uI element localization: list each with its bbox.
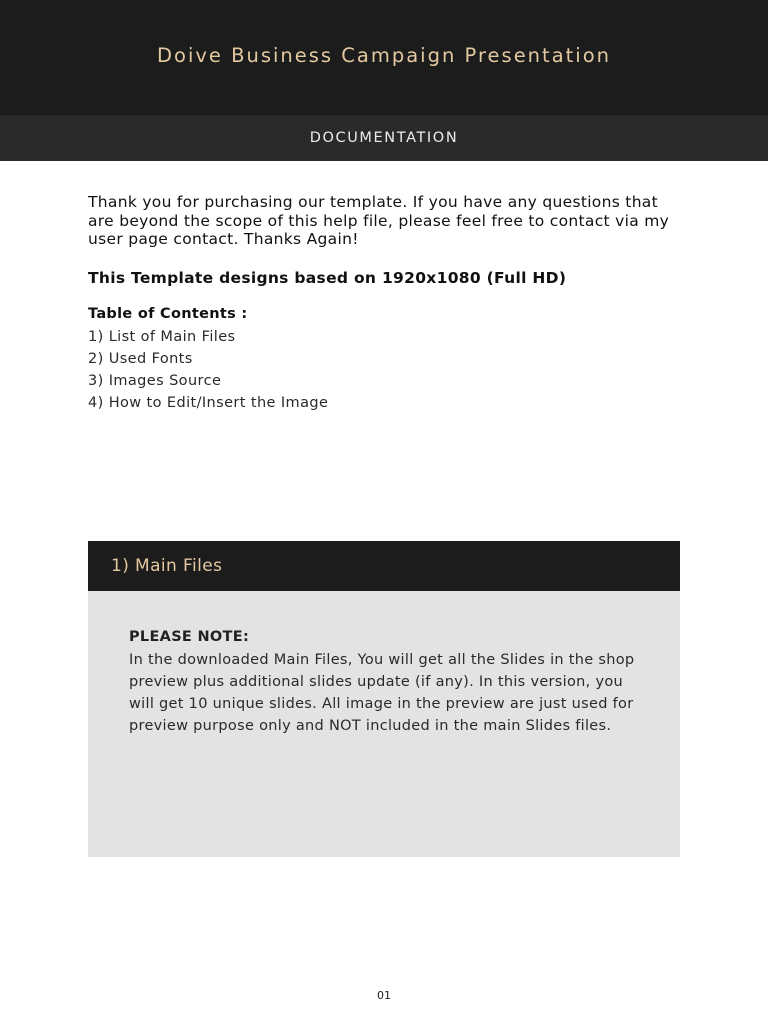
documentation-label: DOCUMENTATION [309,130,459,146]
document-header [0,0,768,115]
toc-item-edit-image: 4) How to Edit/Insert the Image [88,395,329,411]
note-label: PLEASE NOTE: [129,629,250,645]
document-title: Doive Business Campaign Presentation [157,44,611,67]
toc-list [88,326,688,414]
note-text: In the downloaded Main Files, You will get all the Slides in the shop preview plus additional slides update (if any). In this version, you will get 10 unique slides. All image in the preview are just used for preview purpose only and NOT included in the main Slides files. [129,652,635,734]
toc-item-images-source: 3) Images Source [88,373,222,389]
table-of-contents [88,304,688,414]
resolution-note: This Template designs based on 1920x1080 (Full HD) [88,269,567,287]
toc-item-main-files: 1) List of Main Files [88,329,236,345]
toc-item-used-fonts: 2) Used Fonts [88,351,193,367]
page-number: 01 [377,989,391,1002]
toc-title: Table of Contents : [88,306,248,322]
documentation-bar [0,115,768,161]
section-title: 1) Main Files [111,556,223,576]
section-header-main-files [88,541,680,591]
intro-paragraph: Thank you for purchasing our template. If you have any questions that are beyond the scope of this help file, please feel free to contact via my user page contact. Thanks Again! [88,193,670,248]
section-body-main-files [88,591,680,857]
